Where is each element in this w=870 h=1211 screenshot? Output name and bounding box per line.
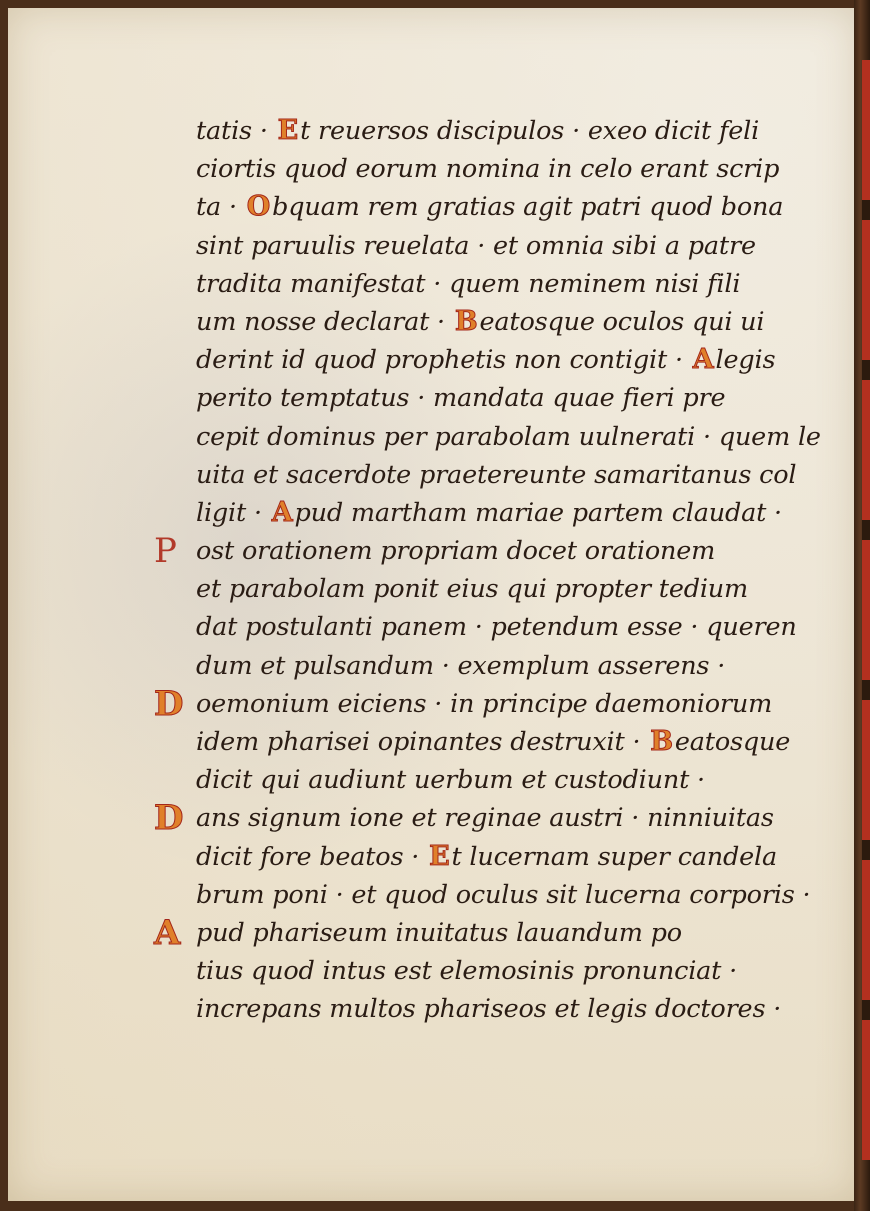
text-line — [196, 341, 796, 379]
line-text: ciortis quod eorum nomina in celo erant scrip — [196, 154, 780, 185]
text-line — [196, 570, 796, 608]
line-text: ta · — [196, 192, 245, 223]
text-line — [196, 379, 796, 417]
line-text: et parabolam ponit eius qui propter tedium — [196, 574, 749, 605]
text-line — [196, 303, 796, 341]
line-text: ligit · — [196, 497, 270, 528]
line-text: um nosse declarat · — [196, 306, 453, 337]
initial-A: A — [271, 496, 293, 528]
line-text: dat postulanti panem · petendum esse · queren — [196, 612, 797, 643]
text-block — [154, 112, 821, 1029]
page-edge-marks — [862, 60, 870, 1160]
text-line — [196, 876, 811, 914]
text-line — [154, 912, 796, 953]
parchment-page — [8, 8, 858, 1201]
text-line — [196, 227, 796, 265]
line-text: dicit qui audiunt uerbum et custodiunt · — [196, 765, 705, 796]
line-text: ans signum ione et reginae austri · ninniuitas — [196, 803, 774, 834]
line-text: dicit fore beatos · — [196, 841, 428, 872]
line-text: perito temptatus · mandata quae fieri pre — [196, 383, 726, 414]
line-text: tius quod intus est elemosinis pronunciat · — [196, 956, 738, 987]
line-text: idem pharisei opinantes destruxit · — [196, 727, 649, 757]
line-text: t lucernam super candela — [451, 841, 777, 872]
text-line — [196, 265, 796, 303]
margin-initial-P: P — [154, 531, 177, 572]
line-text: sint paruulis reuelata · et omnia sibi a patre — [196, 230, 756, 261]
text-line — [196, 952, 796, 990]
initial-E: E — [429, 840, 450, 872]
line-text: tatis · — [196, 116, 276, 146]
line-text: increpans multos phariseos et legis doctores · — [196, 994, 782, 1025]
text-line — [196, 608, 796, 646]
line-text: bquam rem gratias agit patri quod bona — [272, 192, 784, 223]
initial-E: E — [277, 115, 299, 146]
line-text: pud phariseum inuitatus lauandum po — [196, 917, 682, 948]
text-line — [196, 494, 796, 532]
text-line — [196, 838, 796, 876]
text-line — [196, 188, 796, 226]
line-text: oemonium eiciens · in principe daemoniorum — [196, 688, 773, 719]
text-line — [196, 456, 796, 494]
initial-O: O — [246, 191, 271, 223]
margin-initial-D: D — [154, 798, 184, 839]
text-line — [196, 761, 796, 799]
line-text: uita et sacerdote praetereunte samaritanus col — [196, 459, 797, 490]
line-text: t reuersos discipulos · exeo dicit feli — [300, 116, 760, 146]
text-line — [154, 683, 796, 724]
margin-initial-A: A — [154, 912, 181, 953]
initial-B: B — [454, 305, 478, 337]
line-text: pud martham mariae partem claudat · — [294, 497, 782, 528]
line-text: dum et pulsandum · exemplum asserens · — [196, 650, 726, 681]
line-text: legis — [715, 345, 776, 376]
text-line — [196, 418, 821, 456]
text-line — [196, 647, 796, 685]
text-line — [196, 990, 796, 1028]
line-text: derint id quod prophetis non contigit · — [196, 345, 691, 376]
text-line — [196, 112, 796, 150]
text-line — [154, 531, 796, 572]
line-text: ost orationem propriam docet orationem — [196, 536, 716, 567]
initial-B: B — [650, 726, 673, 757]
line-text: eatosque oculos qui ui — [479, 306, 765, 337]
text-line — [196, 723, 796, 761]
text-line — [154, 798, 796, 839]
line-text: tradita manifestat · quem neminem nisi fili — [196, 268, 741, 299]
text-line — [196, 150, 796, 188]
initial-A: A — [692, 344, 714, 376]
line-text: cepit dominus per parabolam uulnerati · quem le — [196, 421, 821, 452]
margin-initial-D: D — [154, 683, 184, 724]
line-text: brum poni · et quod oculus sit lucerna corporis · — [196, 879, 811, 910]
line-text: eatosque — [674, 727, 791, 757]
